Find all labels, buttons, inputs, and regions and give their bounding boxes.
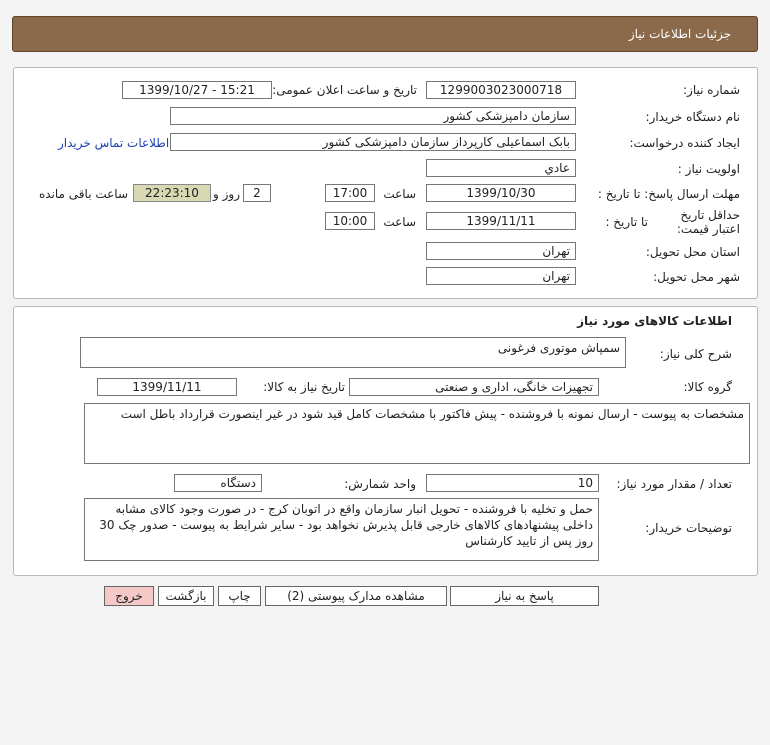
city-field: تهران <box>426 267 576 285</box>
desc-label: شرح کلی نیاز: <box>659 347 732 361</box>
need-date-label: تاریخ نیاز به کالا: <box>263 380 345 394</box>
group-field: تجهیزات خانگی، اداری و صنعتی <box>349 378 599 396</box>
goods-section-title: اطلاعات کالاهای مورد نیاز <box>577 314 732 328</box>
page-title: جزئیات اطلاعات نیاز <box>628 27 731 41</box>
creator-label: ایجاد کننده درخواست: <box>629 136 740 150</box>
notes-label: توضیحات خریدار: <box>645 521 732 535</box>
remaining-time-field: 22:23:10 <box>133 184 211 202</box>
announce-label: تاریخ و ساعت اعلان عمومی: <box>272 83 417 97</box>
page-header <box>12 16 758 52</box>
contact-buyer-link[interactable]: اطلاعات تماس خریدار <box>58 136 170 150</box>
creator-field: بابک اسماعیلی کارپرداز سازمان دامپزشکی کشور <box>170 133 576 151</box>
need-date-field: 1399/11/11 <box>97 378 237 396</box>
validity-time-field: 10:00 <box>325 212 375 230</box>
desc-field: سمپاش موتوری فرغونی <box>80 337 626 368</box>
exit-button[interactable]: خروج <box>104 586 154 606</box>
days-label: روز و <box>213 187 240 201</box>
deadline-date-field: 1399/10/30 <box>426 184 576 202</box>
validity-time-label: ساعت <box>383 215 416 229</box>
validity-to-label: تا تاریخ : <box>605 215 648 229</box>
province-field: تهران <box>426 242 576 260</box>
validity-date-field: 1399/11/11 <box>426 212 576 230</box>
city-label: شهر محل تحویل: <box>653 270 740 284</box>
qty-label: تعداد / مقدار مورد نیاز: <box>616 477 732 491</box>
priority-field: عادي <box>426 159 576 177</box>
days-field: 2 <box>243 184 271 202</box>
validity-label: حداقل تاریخ اعتبار قیمت: <box>676 208 740 236</box>
reply-button[interactable]: پاسخ به نیاز <box>450 586 599 606</box>
announce-field: 1399/10/27 - 15:21 <box>122 81 272 99</box>
need-number-label: شماره نیاز: <box>683 83 740 97</box>
notes-field: حمل و تخلیه با فروشنده - تحویل انبار سازمان واقع در اتوبان کرج - در صورت وجود کالای مشابه داخلی پیشنهادهای کالاهای خارجی قابل پذیرش نخواهد بود - سایر شرایط به پیوست - صدور چک 30 روز پس از تایید کارشناس <box>84 498 599 561</box>
need-number-field: 1299003023000718 <box>426 81 576 99</box>
request-info-panel <box>13 67 758 299</box>
qty-field: 10 <box>426 474 599 492</box>
buyer-field: سازمان دامپزشکی کشور <box>170 107 576 125</box>
print-button[interactable]: چاپ <box>218 586 261 606</box>
attachments-button[interactable]: مشاهده مدارک پیوستی (2) <box>265 586 447 606</box>
priority-label: اولویت نیاز : <box>677 162 740 176</box>
deadline-time-label: ساعت <box>383 187 416 201</box>
spec-field: مشخصات به پیوست - ارسال نمونه با فروشنده - پیش فاکتور با مشخصات کامل قید شود در غیر اینصورت قرارداد باطل است <box>84 403 750 464</box>
deadline-time-field: 17:00 <box>325 184 375 202</box>
buyer-label: نام دستگاه خریدار: <box>645 110 740 124</box>
group-label: گروه کالا: <box>683 380 732 394</box>
remaining-label: ساعت باقی مانده <box>38 187 128 201</box>
unit-label: واحد شمارش: <box>344 477 416 491</box>
back-button[interactable]: بازگشت <box>158 586 214 606</box>
province-label: استان محل تحویل: <box>645 245 740 259</box>
unit-field: دستگاه <box>174 474 262 492</box>
deadline-label: مهلت ارسال پاسخ: تا تاریخ : <box>597 187 740 201</box>
